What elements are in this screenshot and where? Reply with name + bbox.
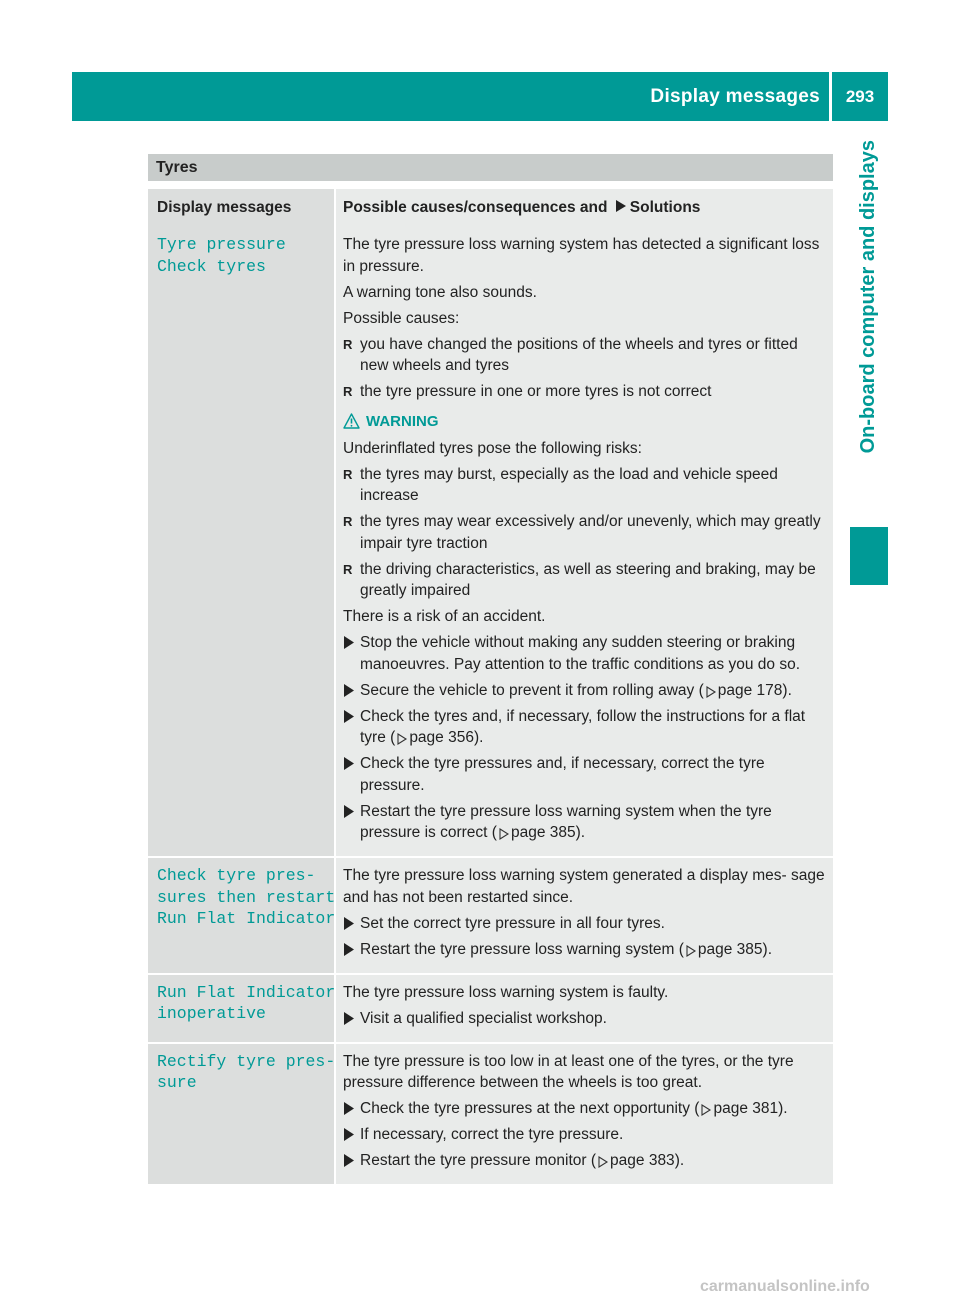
table-row xyxy=(148,856,833,973)
step-item xyxy=(343,913,827,935)
step-item xyxy=(343,1150,827,1172)
display-message-line: Tyre pressure xyxy=(157,235,286,254)
warning-triangle-icon xyxy=(343,413,360,429)
risk-item xyxy=(343,511,827,554)
step-item xyxy=(343,680,827,702)
display-message-line: Check tyre pres‐ xyxy=(157,866,316,885)
table-header-row xyxy=(148,189,833,227)
col-header-solutions-text: Solutions xyxy=(629,199,701,216)
step-text-after: ). xyxy=(778,1100,788,1117)
risk-item xyxy=(343,464,827,507)
step-item xyxy=(343,1098,827,1120)
arrow-right-icon xyxy=(344,757,355,770)
step-text: Set the correct tyre pressure in all four tyres. xyxy=(360,914,665,932)
step-item xyxy=(343,706,827,749)
step-item xyxy=(343,1008,827,1030)
watermark: carmanualsonline.info xyxy=(700,1278,870,1295)
display-message-line: Run Flat Indicator xyxy=(157,982,336,1002)
solutions-cell xyxy=(336,858,833,973)
arrow-right-icon xyxy=(344,710,355,723)
display-message-line: Rectify tyre pres‐ xyxy=(157,1051,336,1071)
description-text: The tyre pressure loss warning system is faulty. xyxy=(343,983,669,1001)
section-title: Tyres xyxy=(148,154,833,181)
step-text: Visit a qualified specialist workshop. xyxy=(360,1009,607,1027)
page-reference: page 356 xyxy=(409,729,474,746)
col-header-causes-text: Possible causes/consequences and xyxy=(343,199,608,216)
solutions-cell xyxy=(336,227,833,856)
step-text-after: ). xyxy=(575,824,586,841)
step-item xyxy=(343,753,827,796)
page-ref-triangle-icon xyxy=(700,1104,712,1116)
side-tab-block xyxy=(850,527,888,585)
step-text-after: ). xyxy=(762,940,773,958)
arrow-right-icon xyxy=(344,636,355,649)
description-text: A warning tone also sounds. xyxy=(343,283,537,301)
description-text: Possible causes: xyxy=(343,309,460,327)
risk-text: the driving characteristics, as well as steering and braking, may be greatly impaired xyxy=(360,560,816,599)
col-header-messages: Display messages xyxy=(148,189,334,227)
bullet-marker: R xyxy=(343,336,353,352)
col-header-causes xyxy=(336,189,833,227)
arrow-right-icon xyxy=(615,199,627,213)
page-reference: page 178 xyxy=(717,681,783,699)
step-text: Restart the tyre pressure loss warning system when the tyre pressure is correct ( xyxy=(360,802,772,841)
solutions-cell xyxy=(336,975,833,1042)
page-number: 293 xyxy=(845,87,875,106)
description-text: There is a risk of an accident. xyxy=(343,608,546,625)
step-text: Stop the vehicle without making any sudden steering or braking manoeuvres. Pay attention to the traffic conditions as you do so. xyxy=(360,634,801,673)
step-item xyxy=(343,801,827,844)
bullet-marker: R xyxy=(343,384,353,399)
bullet-item xyxy=(343,334,827,377)
table-row xyxy=(148,227,833,856)
display-message-line: Run Flat Indicator xyxy=(157,909,336,928)
header-title: Display messages xyxy=(650,86,820,107)
step-text: Restart the tyre pressure loss warning system ( xyxy=(360,940,684,958)
table-row xyxy=(148,1042,833,1185)
step-text: Check the tyre pressures and, if necessary, correct the tyre pressure. xyxy=(360,755,765,794)
messages-table xyxy=(148,189,833,1184)
bullet-marker: R xyxy=(343,466,353,482)
arrow-right-icon xyxy=(344,805,355,818)
side-tab xyxy=(848,140,888,540)
description-text: The tyre pressure is too low in at least one of the tyres, or the tyre pressure difference between the wheels is too great. xyxy=(343,1052,794,1091)
page-reference: page 385 xyxy=(510,824,576,841)
page-reference: page 385 xyxy=(697,940,763,958)
arrow-right-icon xyxy=(344,1154,355,1167)
solutions-cell xyxy=(336,1044,833,1185)
table-row xyxy=(148,973,833,1042)
display-message-line: sures then restart xyxy=(157,887,336,907)
bullet-text: the tyre pressure in one or more tyres is not correct xyxy=(360,383,712,400)
page-ref-triangle-icon xyxy=(498,828,510,840)
arrow-right-icon xyxy=(344,684,355,697)
arrow-right-icon xyxy=(344,1012,355,1025)
warning-label: WARNING xyxy=(366,412,439,430)
display-message-line: sure xyxy=(157,1073,197,1092)
risk-item xyxy=(343,559,827,602)
bullet-marker: R xyxy=(343,514,353,529)
display-message-cell xyxy=(148,227,334,856)
step-item xyxy=(343,939,827,961)
arrow-right-icon xyxy=(344,1102,355,1115)
display-message-line: Check tyres xyxy=(157,256,266,276)
page-reference: page 381 xyxy=(713,1100,779,1117)
bullet-marker: R xyxy=(343,561,353,577)
description-text: The tyre pressure loss warning system has detected a significant loss in pressure. xyxy=(343,236,820,275)
step-text: Secure the vehicle to prevent it from rolling away ( xyxy=(360,681,704,699)
step-item xyxy=(343,1124,827,1146)
step-text: Check the tyres and, if necessary, follow the instructions for a flat tyre ( xyxy=(360,707,806,746)
arrow-right-icon xyxy=(344,1128,355,1141)
display-message-cell xyxy=(148,858,334,973)
arrow-right-icon xyxy=(344,917,355,930)
side-tab-label: On-board computer and displays xyxy=(857,140,879,454)
warning-heading xyxy=(343,411,827,432)
display-message-cell xyxy=(148,975,334,1042)
page-ref-triangle-icon xyxy=(597,1156,609,1168)
step-text: Check the tyre pressures at the next opportunity ( xyxy=(360,1100,700,1117)
step-text: Restart the tyre pressure monitor ( xyxy=(360,1152,597,1169)
header-bar xyxy=(72,72,888,121)
display-message-line: inoperative xyxy=(157,1004,266,1023)
risk-text: the tyres may wear excessively and/or unevenly, which may greatly impair tyre traction xyxy=(360,513,821,552)
page-ref-triangle-icon xyxy=(685,945,697,957)
arrow-right-icon xyxy=(344,943,355,956)
step-text-after: ). xyxy=(674,1152,685,1169)
page-ref-triangle-icon xyxy=(396,733,408,745)
page-ref-triangle-icon xyxy=(705,686,717,698)
step-text-after: ). xyxy=(782,681,792,699)
description-text: Underinflated tyres pose the following risks: xyxy=(343,439,642,457)
bullet-item xyxy=(343,381,827,403)
display-message-cell xyxy=(148,1044,334,1185)
page-reference: page 383 xyxy=(610,1152,675,1169)
description-text: The tyre pressure loss warning system generated a display mes‐ sage and has not been restarted since. xyxy=(343,867,825,906)
step-text-after: ). xyxy=(473,729,484,746)
step-text: If necessary, correct the tyre pressure. xyxy=(360,1126,624,1143)
step-item xyxy=(343,632,827,675)
risk-text: the tyres may burst, especially as the load and vehicle speed increase xyxy=(360,465,778,504)
bullet-text: you have changed the positions of the wheels and tyres or fitted new wheels and tyres xyxy=(360,335,798,374)
